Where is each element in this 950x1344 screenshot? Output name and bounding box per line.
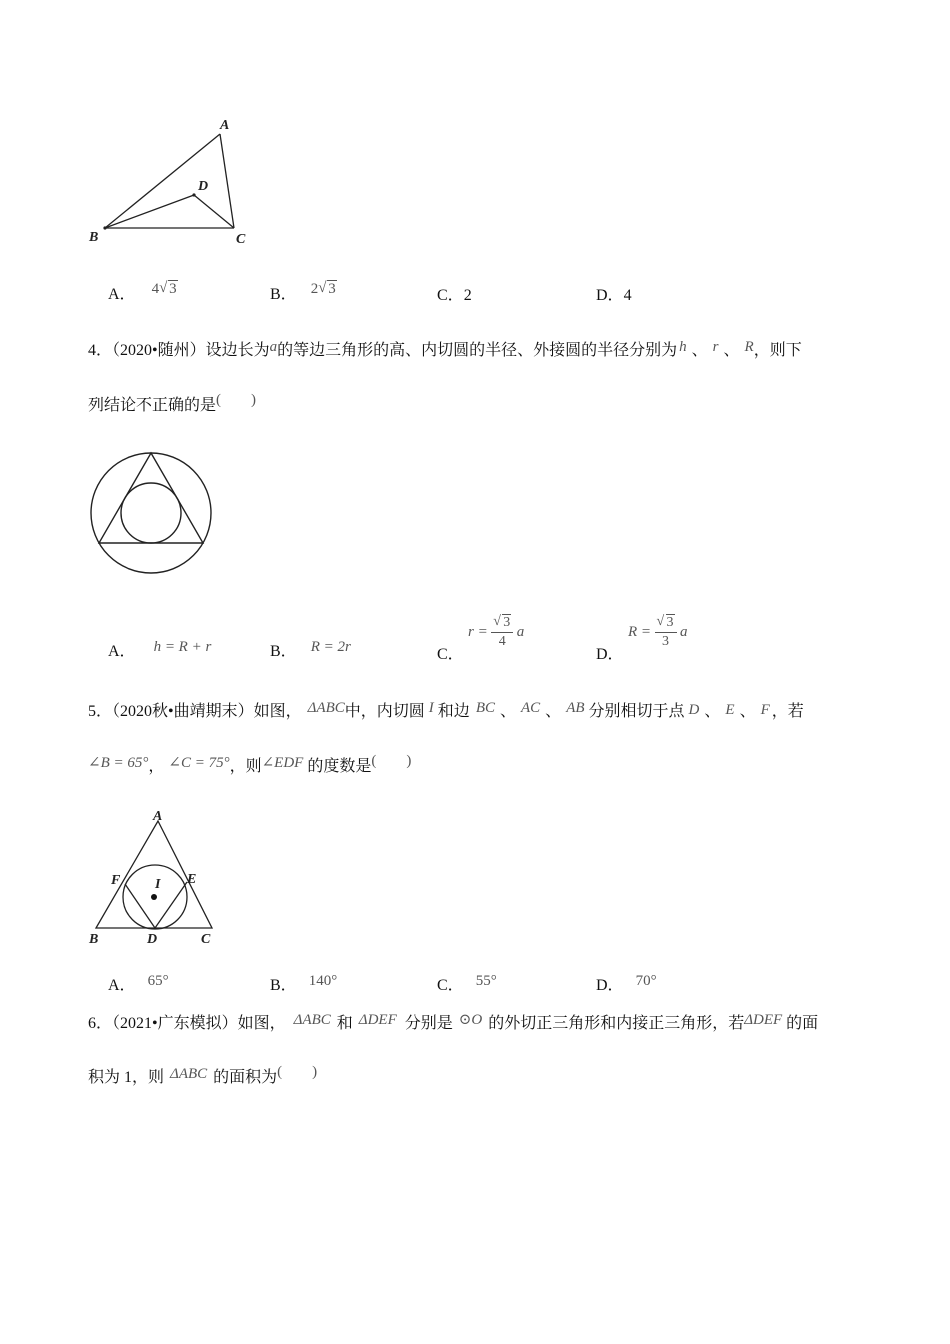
q6-stem-text: 的面 bbox=[786, 1015, 819, 1032]
q6-circle-O: ⊙O bbox=[458, 1012, 483, 1028]
q6-stem-text: 的外切正三角形和内接正三角形，若 bbox=[488, 1015, 745, 1032]
q5-option-c-label: C． bbox=[437, 977, 464, 994]
q3-option-c-label: C． bbox=[437, 287, 464, 304]
q5-figure bbox=[84, 806, 224, 948]
q5-sep: 、 bbox=[704, 703, 721, 720]
q3-option-a-label: A． bbox=[108, 286, 136, 303]
q3-option-b-label: B． bbox=[270, 286, 297, 303]
q3-option-c[interactable] bbox=[437, 286, 472, 306]
q4-option-d-lhs: R = bbox=[628, 624, 652, 640]
q5-option-d-label: D． bbox=[596, 977, 624, 994]
q5-option-c-value: 55° bbox=[475, 973, 497, 989]
q5-option-b[interactable] bbox=[270, 973, 338, 996]
q4-option-b[interactable] bbox=[270, 639, 351, 662]
q5-D: D bbox=[688, 702, 700, 718]
q5-option-a-label: A． bbox=[108, 977, 136, 994]
q5-answer-paren: ( ) bbox=[371, 753, 412, 769]
q4-option-a[interactable] bbox=[108, 639, 212, 662]
q4-option-b-expr: R = 2r bbox=[310, 639, 351, 655]
q5-sep: 、 bbox=[545, 703, 562, 720]
q5-source: （2020秋•曲靖期末） bbox=[112, 703, 254, 720]
q4-option-d-var: a bbox=[680, 624, 688, 640]
q4-source: （2020•随州） bbox=[112, 342, 206, 359]
q5-stem-text: ，若 bbox=[771, 703, 804, 720]
q5-label-A: A bbox=[153, 809, 163, 824]
q6-stem-line1 bbox=[88, 1014, 818, 1034]
q3-option-a-value: 4√ 3 bbox=[152, 281, 178, 297]
q4-option-c-fraction: √ $\frac{3}{4}$ bbox=[491, 614, 513, 651]
q3-label-B: B bbox=[89, 230, 99, 245]
q3-label-D: D bbox=[198, 179, 209, 194]
q3-option-d-label: D． bbox=[596, 287, 624, 304]
q4-stem-text: 的等边三角形的高、内切圆的半径、外接圆的半径分别为 bbox=[277, 342, 678, 359]
q4-option-c-var: a bbox=[516, 624, 525, 640]
q3-option-b-value: 2√ 3 bbox=[311, 281, 337, 297]
q3-label-A: A bbox=[220, 118, 230, 133]
q5-option-a[interactable] bbox=[108, 973, 169, 996]
q5-stem-text: ，则 bbox=[229, 758, 262, 775]
q4-stem-line2 bbox=[88, 392, 257, 416]
q3-figure bbox=[80, 110, 260, 250]
q4-stem-text: 列结论不正确的是 bbox=[88, 397, 217, 414]
q4-option-d-label: D． bbox=[596, 646, 624, 663]
q5-stem-line1 bbox=[88, 702, 804, 722]
q5-option-d-value: 70° bbox=[635, 973, 657, 989]
q6-stem-line2 bbox=[88, 1064, 318, 1088]
q4-option-a-label: A． bbox=[108, 643, 136, 660]
q5-sep: ， bbox=[148, 758, 165, 775]
q5-var-I: I bbox=[428, 700, 434, 716]
q4-option-d[interactable] bbox=[628, 614, 688, 651]
q6-stem-text: 的面积为 bbox=[213, 1069, 278, 1086]
q5-E: E bbox=[725, 702, 735, 718]
q4-option-d-fraction: √ $\frac{3}{3}$ bbox=[655, 614, 677, 651]
q6-stem-text: 积为 1，则 bbox=[88, 1069, 165, 1086]
q6-answer-paren: ( ) bbox=[277, 1064, 318, 1080]
q5-stem-text: 分别相切于点 bbox=[588, 703, 685, 720]
q4-var-h: h bbox=[679, 339, 687, 355]
q4-option-b-label: B． bbox=[270, 643, 297, 660]
q5-label-D: D bbox=[147, 932, 158, 947]
q4-sep: 、 bbox=[691, 342, 708, 359]
q3-option-c-value: 2 bbox=[463, 287, 472, 304]
q5-stem-text: 和边 bbox=[437, 703, 470, 720]
q6-tri-DEF-2: ΔDEF bbox=[744, 1012, 783, 1028]
q4-option-a-expr: h = R + r bbox=[153, 639, 212, 655]
q6-number: 6． bbox=[88, 1015, 113, 1032]
q5-option-b-label: B． bbox=[270, 977, 297, 994]
q5-option-a-value: 65° bbox=[147, 973, 169, 989]
q3-option-d[interactable] bbox=[596, 286, 632, 306]
q4-var-R: R bbox=[744, 339, 754, 355]
q4-stem-line1 bbox=[88, 341, 802, 361]
q5-stem-text: 的度数是 bbox=[307, 758, 372, 775]
q5-stem-line2 bbox=[88, 753, 412, 777]
q4-stem-text: ，则下 bbox=[753, 342, 802, 359]
q6-stem-text: 和 bbox=[336, 1015, 353, 1032]
q5-option-d[interactable] bbox=[596, 973, 657, 996]
q5-stem-text: 如图， bbox=[253, 703, 302, 720]
q3-option-a[interactable] bbox=[108, 281, 178, 305]
q5-option-b-value: 140° bbox=[308, 973, 338, 989]
q5-stem-text: 中，内切圆 bbox=[344, 703, 425, 720]
q3-label-C: C bbox=[236, 232, 246, 247]
q4-option-c-label: C． bbox=[437, 646, 464, 663]
q4-sep: 、 bbox=[723, 342, 740, 359]
q4-figure bbox=[88, 450, 216, 578]
q3-option-b[interactable] bbox=[270, 281, 337, 305]
q6-tri-ABC-2: ΔABC bbox=[170, 1066, 208, 1082]
q6-stem-text: 分别是 bbox=[404, 1015, 453, 1032]
q5-angle-EDF: ∠EDF bbox=[261, 755, 304, 771]
q5-F: F bbox=[760, 702, 770, 718]
q4-var-a: a bbox=[269, 339, 278, 355]
q5-angle-C: ∠C = 75° bbox=[168, 755, 230, 771]
q5-label-I: I bbox=[155, 877, 161, 892]
q5-number: 5． bbox=[88, 703, 113, 720]
q6-tri-ABC: ΔABC bbox=[293, 1012, 331, 1028]
q4-number: 4． bbox=[88, 342, 113, 359]
q3-option-d-value: 4 bbox=[623, 287, 632, 304]
q6-tri-DEF: ΔDEF bbox=[358, 1012, 397, 1028]
q5-label-C: C bbox=[201, 932, 211, 947]
q5-tri: ΔABC bbox=[307, 700, 345, 716]
q5-BC: BC bbox=[475, 700, 495, 716]
q5-option-c[interactable] bbox=[437, 973, 497, 996]
q5-label-B: B bbox=[89, 932, 99, 947]
q4-answer-paren: ( ) bbox=[216, 392, 257, 408]
q4-option-c[interactable] bbox=[468, 614, 524, 651]
q4-option-c-lhs: r = bbox=[468, 624, 488, 640]
q5-label-F: F bbox=[111, 873, 121, 888]
q4-var-r: r bbox=[712, 339, 719, 355]
q6-source: （2021•广东模拟） bbox=[112, 1015, 238, 1032]
q5-AB: AB bbox=[566, 700, 585, 716]
q5-sep: 、 bbox=[739, 703, 756, 720]
q6-stem-text: 如图， bbox=[237, 1015, 286, 1032]
q5-AC: AC bbox=[521, 700, 541, 716]
q5-angle-B: ∠B = 65° bbox=[88, 755, 149, 771]
q4-stem-text: 设边长为 bbox=[205, 342, 270, 359]
q5-sep: 、 bbox=[499, 703, 516, 720]
q5-label-E: E bbox=[187, 872, 197, 887]
